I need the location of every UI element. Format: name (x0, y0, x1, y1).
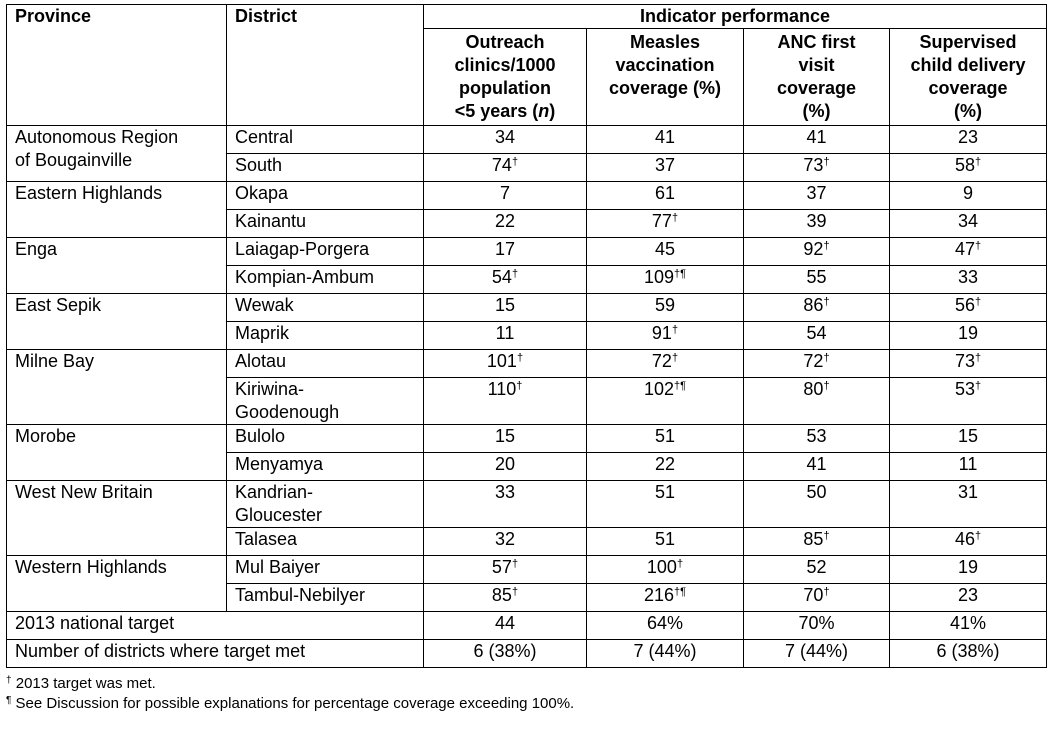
district-cell (227, 453, 424, 481)
measles-value-cell (587, 350, 744, 378)
district-name-line: Laiagap-Porgera (235, 239, 370, 259)
anc-value-cell (744, 350, 890, 378)
district-cell (227, 528, 424, 556)
summary-outreach-value: 44 (494, 613, 516, 633)
delivery-value: 19 (958, 323, 979, 343)
outreach-target-mark: † (511, 558, 519, 570)
delivery-value: 58 (954, 155, 975, 175)
delivery-target-mark: † (974, 240, 982, 252)
measles-value: 91 (651, 323, 672, 343)
delivery-target-mark: † (974, 380, 982, 392)
footnote-target-met (6, 674, 1046, 694)
measles-header-line: coverage (%) (608, 78, 722, 98)
delivery-target-mark: † (974, 352, 982, 364)
anc-value-cell (744, 294, 890, 322)
table-row (7, 182, 1047, 210)
anc-value: 54 (806, 323, 827, 343)
delivery-value: 73 (954, 351, 975, 371)
province-name-line: Western Highlands (15, 557, 167, 577)
outreach-value-cell (424, 378, 587, 425)
indicator-group-header: Indicator performance (424, 5, 1047, 29)
outreach-value-cell (424, 584, 587, 612)
province-cell (7, 238, 227, 294)
province-name-line: Enga (15, 239, 58, 259)
delivery-value: 46 (954, 529, 975, 549)
outreach-value: 34 (494, 127, 516, 147)
outreach-header-close: ) (549, 101, 556, 121)
province-cell (7, 182, 227, 238)
anc-target-mark: † (823, 352, 830, 364)
anc-target-mark: † (823, 240, 830, 252)
measles-value: 45 (654, 239, 676, 259)
summary-anc-value: 7 (44%) (784, 641, 849, 661)
delivery-value-cell (890, 425, 1047, 453)
measles-value-cell (587, 481, 744, 528)
outreach-header-line: Outreach (465, 32, 545, 52)
delivery-target-mark: † (974, 156, 982, 168)
district-name-line: Kompian-Ambum (235, 267, 375, 287)
province-cell (7, 425, 227, 481)
outreach-value: 32 (494, 529, 516, 549)
summary-label: Number of districts where target met (15, 641, 306, 661)
district-name-line: Maprik (235, 323, 290, 343)
delivery-target-mark: † (974, 296, 982, 308)
outreach-header-line: clinics/1000 (454, 55, 556, 75)
outreach-value: 57 (491, 557, 512, 577)
district-cell (227, 425, 424, 453)
delivery-value-cell (890, 584, 1047, 612)
summary-anc-cell (744, 612, 890, 640)
measles-value: 216 (643, 585, 674, 605)
district-cell (227, 238, 424, 266)
district-name-line: Okapa (235, 183, 289, 203)
anc-value-cell (744, 556, 890, 584)
delivery-value: 33 (958, 267, 979, 287)
outreach-value: 85 (491, 585, 512, 605)
summary-measles-cell (587, 640, 744, 668)
measles-header-line: Measles (629, 32, 701, 52)
delivery-value: 31 (958, 482, 979, 502)
anc-value-cell (744, 378, 890, 425)
anc-value-cell (744, 481, 890, 528)
outreach-value: 110 (487, 379, 517, 399)
outreach-value: 22 (494, 211, 516, 231)
outreach-value: 15 (494, 295, 516, 315)
district-name-line: Kandrian- (235, 482, 314, 502)
district-cell (227, 322, 424, 350)
district-cell (227, 584, 424, 612)
district-cell (227, 481, 424, 528)
anc-target-mark: † (823, 530, 830, 542)
table-body (7, 126, 1047, 668)
measles-value: 102 (643, 379, 674, 399)
dagger-mark: † (6, 675, 12, 686)
summary-outreach-value: 6 (38%) (473, 641, 537, 661)
outreach-value: 74 (491, 155, 512, 175)
measles-value: 22 (654, 454, 676, 474)
measles-value: 100 (646, 557, 677, 577)
delivery-target-mark: † (974, 530, 982, 542)
province-header: Province (7, 5, 227, 126)
measles-value-cell (587, 556, 744, 584)
measles-value-cell (587, 294, 744, 322)
delivery-header-line: child delivery (910, 55, 1026, 75)
delivery-value-cell (890, 238, 1047, 266)
district-cell (227, 294, 424, 322)
district-cell (227, 210, 424, 238)
measles-value: 51 (654, 426, 676, 446)
summary-label-cell (7, 612, 424, 640)
summary-anc-cell (744, 640, 890, 668)
measles-value-cell (587, 210, 744, 238)
district-name-line: Kiriwina- (235, 379, 305, 399)
measles-value: 51 (654, 482, 676, 502)
outreach-value: 20 (494, 454, 516, 474)
delivery-value-cell (890, 350, 1047, 378)
district-name-line: South (235, 155, 283, 175)
anc-value: 86 (803, 295, 824, 315)
anc-target-mark: † (823, 586, 830, 598)
measles-value: 109 (643, 267, 674, 287)
province-name-line: Milne Bay (15, 351, 95, 371)
anc-value: 52 (806, 557, 827, 577)
outreach-value-cell (424, 350, 587, 378)
measles-value-cell (587, 182, 744, 210)
measles-value-cell (587, 425, 744, 453)
anc-value: 80 (803, 379, 824, 399)
delivery-value: 9 (963, 183, 974, 203)
outreach-value-cell (424, 453, 587, 481)
district-name-line: Central (235, 127, 294, 147)
anc-value-cell (744, 154, 890, 182)
measles-header-line: vaccination (615, 55, 715, 75)
outreach-target-mark: † (516, 380, 523, 392)
measles-target-mark: † (671, 352, 679, 364)
outreach-value-cell (424, 126, 587, 154)
district-header: District (227, 5, 424, 126)
outreach-value-cell (424, 425, 587, 453)
outreach-target-mark: † (511, 586, 519, 598)
anc-value-cell (744, 210, 890, 238)
outreach-value-cell (424, 322, 587, 350)
measles-value: 41 (654, 127, 676, 147)
indicator-table-container (6, 4, 1046, 714)
table-row (7, 350, 1047, 378)
anc-value: 41 (806, 127, 827, 147)
table-row (7, 126, 1047, 154)
measles-value-cell (587, 154, 744, 182)
delivery-value-cell (890, 126, 1047, 154)
delivery-value-cell (890, 154, 1047, 182)
table-row (7, 425, 1047, 453)
delivery-value: 34 (958, 211, 979, 231)
district-cell (227, 154, 424, 182)
indicator-performance-table (6, 4, 1047, 668)
measles-target-mark: †¶ (674, 586, 687, 598)
anc-value-cell (744, 528, 890, 556)
summary-row (7, 612, 1047, 640)
measles-value-cell (587, 126, 744, 154)
province-name-line: Autonomous Region (15, 127, 179, 147)
outreach-value-cell (424, 238, 587, 266)
delivery-value-cell (890, 453, 1047, 481)
district-cell (227, 556, 424, 584)
footnote-text: 2013 target was met. (11, 675, 156, 692)
anc-value-cell (744, 322, 890, 350)
outreach-target-mark: † (516, 352, 524, 364)
table-row (7, 294, 1047, 322)
anc-value-cell (744, 182, 890, 210)
anc-value: 73 (803, 155, 824, 175)
delivery-value-cell (890, 322, 1047, 350)
measles-value: 61 (654, 183, 676, 203)
outreach-value: 54 (491, 267, 512, 287)
province-name-line: of Bougainville (15, 150, 133, 170)
delivery-header-line: Supervised (919, 32, 1017, 52)
outreach-target-mark: † (511, 156, 519, 168)
summary-measles-value: 7 (44%) (633, 641, 697, 661)
delivery-value-cell (890, 378, 1047, 425)
outreach-value-cell (424, 528, 587, 556)
province-cell (7, 350, 227, 425)
summary-outreach-cell (424, 640, 587, 668)
outreach-value: 7 (499, 183, 510, 203)
summary-row (7, 640, 1047, 668)
anc-value-cell (744, 238, 890, 266)
outreach-target-mark: † (511, 268, 519, 280)
anc-value: 70 (803, 585, 824, 605)
anc-target-mark: † (823, 296, 830, 308)
measles-value: 72 (651, 351, 672, 371)
delivery-value: 23 (958, 585, 979, 605)
outreach-value-cell (424, 294, 587, 322)
delivery-header-line: (%) (954, 101, 983, 121)
delivery-value-cell (890, 294, 1047, 322)
footnote-discussion (6, 694, 1046, 714)
delivery-header (890, 29, 1047, 126)
district-cell (227, 182, 424, 210)
anc-header (744, 29, 890, 126)
anc-value-cell (744, 584, 890, 612)
outreach-value-cell (424, 556, 587, 584)
district-name-line: Menyamya (235, 454, 324, 474)
summary-outreach-cell (424, 612, 587, 640)
delivery-header-line: coverage (928, 78, 1008, 98)
summary-measles-cell (587, 612, 744, 640)
district-name-line: Talasea (235, 529, 298, 549)
district-name-line: Alotau (235, 351, 287, 371)
province-cell (7, 481, 227, 556)
province-cell (7, 126, 227, 182)
outreach-value-cell (424, 266, 587, 294)
anc-target-mark: † (823, 156, 830, 168)
province-name-line: West New Britain (15, 482, 153, 502)
pilcrow-mark: ¶ (6, 695, 12, 706)
district-cell (227, 126, 424, 154)
outreach-value-cell (424, 210, 587, 238)
measles-value: 59 (654, 295, 676, 315)
district-cell (227, 266, 424, 294)
summary-delivery-cell (890, 640, 1047, 668)
anc-value-cell (744, 266, 890, 294)
delivery-value-cell (890, 182, 1047, 210)
anc-value: 37 (806, 183, 827, 203)
anc-value: 92 (803, 239, 824, 259)
delivery-value-cell (890, 556, 1047, 584)
district-name-line: Bulolo (235, 426, 286, 446)
delivery-value: 15 (958, 426, 979, 446)
outreach-value-cell (424, 481, 587, 528)
summary-measles-value: 64% (646, 613, 684, 633)
footnotes (6, 674, 1046, 714)
district-name-line: Goodenough (235, 402, 340, 422)
delivery-value: 11 (958, 454, 978, 474)
measles-target-mark: †¶ (674, 380, 687, 392)
anc-value: 72 (803, 351, 824, 371)
district-cell (227, 350, 424, 378)
anc-target-mark: † (823, 380, 830, 392)
delivery-value-cell (890, 481, 1047, 528)
outreach-value: 17 (494, 239, 516, 259)
anc-header-line: ANC first (777, 32, 856, 52)
anc-value: 41 (806, 454, 827, 474)
district-name-line: Wewak (235, 295, 294, 315)
anc-value-cell (744, 126, 890, 154)
outreach-value-cell (424, 182, 587, 210)
measles-value-cell (587, 238, 744, 266)
anc-header-line: coverage (776, 78, 857, 98)
province-name-line: Eastern Highlands (15, 183, 163, 203)
anc-header-line: visit (798, 55, 835, 75)
delivery-value-cell (890, 266, 1047, 294)
outreach-value: 15 (494, 426, 516, 446)
province-cell (7, 556, 227, 612)
measles-value-cell (587, 528, 744, 556)
anc-value-cell (744, 425, 890, 453)
summary-delivery-cell (890, 612, 1047, 640)
delivery-value-cell (890, 528, 1047, 556)
anc-value-cell (744, 453, 890, 481)
province-cell (7, 294, 227, 350)
table-row (7, 481, 1047, 528)
measles-value: 77 (651, 211, 672, 231)
summary-label: 2013 national target (15, 613, 175, 633)
anc-value: 85 (803, 529, 824, 549)
measles-value: 51 (654, 529, 676, 549)
footnote-text: See Discussion for possible explanations for percentage coverage exceeding 100%. (11, 695, 575, 712)
outreach-value: 33 (494, 482, 516, 502)
district-name-line: Gloucester (235, 505, 323, 525)
summary-label-cell (7, 640, 424, 668)
anc-header-line: (%) (802, 101, 831, 121)
outreach-value-cell (424, 154, 587, 182)
measles-target-mark: † (671, 212, 679, 224)
table-row (7, 556, 1047, 584)
district-name-line: Kainantu (235, 211, 307, 231)
table-row (7, 238, 1047, 266)
district-cell (227, 378, 424, 425)
measles-target-mark: †¶ (674, 268, 687, 280)
measles-value-cell (587, 266, 744, 294)
anc-value: 53 (806, 426, 827, 446)
measles-value-cell (587, 453, 744, 481)
measles-target-mark: † (671, 324, 679, 336)
header-row-1 (7, 5, 1047, 29)
summary-delivery-value: 6 (38%) (936, 641, 1000, 661)
outreach-header-line: <5 years ( (454, 101, 539, 121)
measles-value-cell (587, 584, 744, 612)
district-name-line: Mul Baiyer (235, 557, 321, 577)
delivery-value: 23 (958, 127, 979, 147)
anc-value: 50 (806, 482, 827, 502)
summary-anc-value: 70% (798, 613, 835, 633)
province-name-line: East Sepik (15, 295, 102, 315)
delivery-value: 19 (958, 557, 979, 577)
outreach-header (424, 29, 587, 126)
outreach-value: 11 (495, 323, 515, 343)
delivery-value: 53 (954, 379, 975, 399)
anc-value: 39 (806, 211, 827, 231)
measles-value-cell (587, 378, 744, 425)
measles-value: 37 (654, 155, 676, 175)
measles-header (587, 29, 744, 126)
delivery-value: 56 (954, 295, 975, 315)
measles-value-cell (587, 322, 744, 350)
anc-value: 55 (806, 267, 827, 287)
district-name-line: Tambul-Nebilyer (235, 585, 366, 605)
measles-target-mark: † (676, 558, 684, 570)
delivery-value: 47 (954, 239, 975, 259)
delivery-value-cell (890, 210, 1047, 238)
summary-delivery-value: 41% (950, 613, 987, 633)
province-name-line: Morobe (15, 426, 77, 446)
outreach-header-italic: n (538, 101, 550, 121)
outreach-value: 101 (486, 351, 517, 371)
outreach-header-line: population (459, 78, 551, 98)
